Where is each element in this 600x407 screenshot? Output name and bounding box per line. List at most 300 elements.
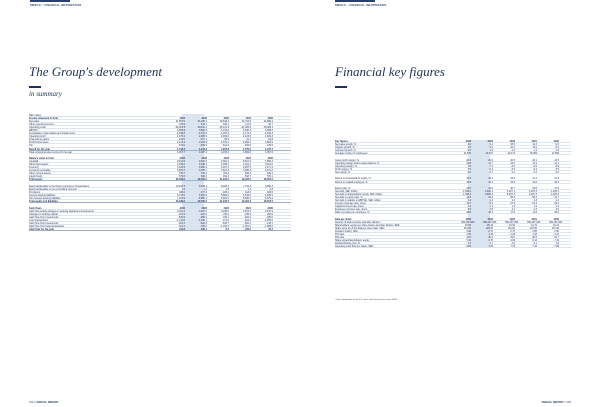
cell-value: 6.4 — [489, 167, 493, 171]
cell-value: -155.6 — [244, 228, 251, 232]
cell-value: -41.4 — [245, 138, 251, 142]
page-title-left: The Group's development — [29, 64, 162, 79]
cell-value: 184.1 — [201, 228, 207, 232]
cell-value: 8,521.9 — [243, 160, 251, 164]
cell-value: 42.3 — [466, 196, 471, 200]
cell-value: -1,012.3 — [220, 225, 229, 229]
cell-value: 4.76 — [488, 239, 493, 243]
row-label: Accounts receivable — [29, 169, 51, 173]
cell-value: 4,654.4 — [485, 190, 493, 194]
row-label: Profit before taxes — [29, 141, 49, 145]
row-label: Other operating income — [29, 123, 54, 127]
cell-value: 151.20 — [463, 227, 471, 231]
cell-value: 7.8 — [467, 164, 471, 168]
row-label: EBITDA — [29, 129, 38, 133]
cell-value: 14.1 — [554, 161, 559, 165]
row-label: Net debt to shareholders' equity, SEK million — [335, 193, 383, 197]
cell-value: -28,011.3 — [197, 126, 207, 130]
cell-value: 1.4 — [555, 199, 559, 203]
cell-value: 4,816.0 — [243, 194, 251, 198]
cell-value: 10.7 — [466, 202, 471, 206]
title-underline-right — [335, 86, 347, 88]
cell-value: -1,372.8 — [198, 132, 207, 136]
cell-value: 15.4 — [554, 180, 559, 184]
row-label: Net debt, SEK million — [335, 190, 358, 194]
cell-value: -1,173.4 — [242, 132, 251, 136]
cell-value: -706.2 — [222, 212, 229, 216]
cell-value: 462.3 — [223, 175, 229, 179]
cell-value: 518.7 — [245, 175, 251, 179]
title-underline-left — [29, 86, 41, 88]
cell-value: -1,498.8 — [176, 132, 185, 136]
cell-value: -0.9 — [554, 146, 559, 150]
cell-value: -234.0 — [178, 138, 185, 142]
cell-value: -1,001.6 — [242, 225, 251, 229]
cell-value: 16.9 — [466, 177, 471, 181]
table-row — [335, 245, 571, 248]
cell-value: 425.2 — [223, 191, 229, 195]
cell-value: 1.3 — [533, 149, 537, 153]
cell-value: 4.1 — [511, 208, 515, 212]
cell-value: -280.0 — [200, 215, 207, 219]
cell-value: 18,054.5 — [263, 178, 273, 182]
row-label: P/S ratio — [335, 233, 345, 237]
page-number: 105 — [566, 401, 571, 404]
cell-value: 23,339.0 — [175, 178, 185, 182]
row-label: Amortisation, depreciation and impairments — [29, 132, 75, 136]
cell-value: 1,474.9 — [199, 147, 207, 151]
cell-value: -1,109.3 — [264, 132, 273, 136]
cell-value: 4.5 — [555, 208, 559, 212]
cell-value: -64.8 — [267, 138, 273, 142]
row-label: Net margin, % — [335, 170, 351, 174]
cell-value: 3.8 — [489, 208, 493, 212]
cell-value: 2,667.5 — [243, 166, 251, 170]
cell-value: -904.1 — [178, 225, 185, 229]
cell-value: 22,150.0 — [197, 200, 207, 204]
cell-value: 3,345.0 — [221, 209, 229, 213]
cell-value: 21,689.4 — [263, 120, 273, 124]
cell-value: 30.5 — [532, 236, 537, 240]
year-header: 2021 — [245, 157, 251, 161]
cell-value: 1.4 — [489, 205, 493, 209]
row-label: Number of shares before and after dilution¹ — [335, 221, 381, 225]
year-header: 2024 — [179, 117, 185, 121]
cell-value: 96.7 — [268, 123, 273, 127]
cell-value: 5,302.6 — [199, 194, 207, 198]
cell-value: 125.9 — [179, 123, 185, 127]
cell-value: 19.9 — [510, 236, 515, 240]
row-label: Employee turnover rate, times — [335, 208, 367, 212]
cell-value: -706.1 — [222, 215, 229, 219]
cell-value: 1.3 — [489, 199, 493, 203]
cell-value: 2.50 — [554, 230, 559, 234]
row-label: Operating costs — [29, 126, 46, 130]
row-label: Non-interest-bearing liabilities — [29, 197, 61, 201]
cell-value: 359,487,966 — [527, 221, 541, 225]
cell-value: 117.8 — [245, 123, 251, 127]
cell-value: -148.1 — [266, 222, 273, 225]
cell-value: 20,173 — [507, 152, 515, 156]
cell-value: 4,041.3 — [243, 163, 251, 167]
row-label: Ratio net sales per employee, % — [335, 211, 370, 215]
cell-value: 17.5 — [510, 211, 515, 215]
cell-value: 2,241.4 — [177, 141, 185, 145]
cell-value: 12.5 — [466, 161, 471, 165]
cell-value: 4.09 — [510, 239, 515, 243]
cell-value: 4,297.3 — [529, 190, 537, 194]
cell-value: 23,339.0 — [175, 200, 185, 204]
cell-value: 1,837.8 — [221, 147, 229, 151]
footer-right — [541, 401, 571, 404]
footer-separator: // — [564, 401, 566, 404]
cell-value: -25,101.9 — [219, 126, 230, 130]
page-header-right — [335, 4, 386, 7]
page-title-right: Financial key figures — [335, 64, 445, 79]
cell-value: 648.2 — [201, 175, 207, 179]
cell-value: 31,867.5 — [175, 120, 185, 124]
cell-value: 31,245.2 — [197, 120, 207, 124]
cell-value: 7.0 — [467, 167, 471, 171]
cell-value: -5.0 — [224, 228, 229, 232]
cell-value: 4,459.2 — [177, 163, 185, 167]
row-label: Operating profit — [29, 135, 46, 139]
cell-value: 125.80 — [485, 227, 493, 231]
row-label: Cash flow before changes in working capital and investments — [29, 209, 94, 213]
year-header: 2021 — [531, 217, 537, 221]
row-label: Data per share — [335, 217, 352, 221]
cell-value: 1,067.6 — [265, 150, 273, 154]
cell-value: 4,495.2 — [221, 163, 229, 167]
cell-value: 5,207.1 — [507, 193, 515, 197]
cell-value: 1.5 — [225, 188, 229, 192]
cell-value: 9,391.1 — [221, 160, 229, 164]
cell-value: 1,864.5 — [265, 141, 273, 145]
cell-value: 6,950.1 — [199, 197, 207, 201]
cell-value: 1,427.7 — [265, 147, 273, 151]
cell-value: 1,718.4 — [177, 147, 185, 151]
cell-value: 2.6 — [511, 242, 515, 246]
cell-value: -201.3 — [178, 212, 185, 216]
cell-value: 9.1 — [489, 143, 493, 147]
cell-value: 17,809 — [551, 152, 559, 156]
cell-value: 722.5 — [201, 172, 207, 176]
cell-value: 13.0 — [510, 161, 515, 165]
cell-value: 9,418.1 — [199, 184, 207, 188]
cell-value: 7.19 — [554, 239, 559, 243]
cell-value: 1,575.6 — [243, 147, 251, 151]
cell-value: -523.0 — [178, 144, 185, 148]
cell-value: 106.1 — [223, 123, 229, 127]
cell-value: 413.6 — [245, 191, 251, 195]
cell-value: 15.8 — [466, 180, 471, 184]
year-header: 2024 — [179, 206, 185, 210]
year-header: 2024 — [465, 140, 471, 143]
header-separator: // — [41, 4, 44, 7]
year-header: 2020 — [553, 140, 559, 143]
cell-value: 19,494.2 — [241, 200, 251, 204]
cell-value: 3,734.0 — [221, 129, 229, 133]
cell-value: 26.43 — [487, 224, 493, 228]
cell-value: 7.89 — [554, 245, 559, 249]
row-label: Share price/shareholders' equity — [335, 239, 370, 243]
header-section: FINANCIAL INFORMATION — [349, 4, 387, 7]
row-label: Tax — [29, 144, 33, 148]
cell-value: 4,398.4 — [463, 193, 471, 197]
cell-value: -28,003.5 — [175, 126, 186, 130]
cell-value: 2.70 — [488, 230, 493, 234]
row-label: Organic growth, % — [335, 146, 355, 150]
cell-value: 26.4 — [268, 228, 273, 232]
cell-value: 14.3 — [532, 143, 537, 147]
cell-value: 3,666.6 — [199, 129, 207, 133]
cell-value: 24,794.8 — [241, 120, 251, 124]
row-label: Total equity and liabilities — [29, 200, 59, 204]
table-total-row — [29, 228, 291, 231]
cell-value: 20.1 — [532, 158, 537, 162]
cell-value: 29.63 — [465, 224, 471, 228]
page-subtitle: in summary — [29, 90, 62, 98]
cell-value: -1,086.6 — [264, 225, 273, 229]
cell-value: 7.33 — [532, 245, 537, 249]
cell-value: 6,508.1 — [243, 197, 251, 201]
cell-value: -1,261.5 — [220, 132, 229, 136]
group-development-table — [29, 114, 291, 231]
cell-value: 7.83 — [488, 245, 493, 249]
cell-value: -541.3 — [222, 144, 229, 148]
cell-value: 781.4 — [223, 172, 229, 176]
cell-value: 21.2 — [532, 177, 537, 181]
cell-value: -539.9 — [200, 144, 207, 148]
cell-value: 22.0 — [510, 177, 515, 181]
cell-value: 49.4 — [488, 196, 493, 200]
cell-value: 6.14 — [532, 239, 537, 243]
cell-value: 3,351.3 — [177, 209, 185, 213]
row-label: Equity attributable to the Parent company's shareholders — [29, 184, 89, 188]
cell-value: 2.31 — [554, 233, 559, 237]
cell-value: 4,297.3 — [529, 193, 537, 197]
row-label: Operating margin, % — [335, 164, 357, 168]
cell-value: 359,487,966 — [505, 221, 519, 225]
cell-value: 8.4 — [533, 167, 537, 171]
row-label: Acquired growth, % — [335, 149, 356, 153]
row-label: Total comprehensive income for the year — [29, 150, 73, 154]
cell-value: 393.5 — [267, 191, 273, 195]
header-separator: // — [346, 4, 349, 7]
cell-value: 1.2 — [181, 188, 185, 192]
row-label: Loan transactions — [29, 218, 48, 222]
cell-value: 24.93 — [509, 224, 515, 228]
cell-value: 3.6 — [467, 208, 471, 212]
year-header: 2024 — [179, 157, 185, 161]
cell-value: 2,082.4 — [243, 141, 251, 145]
cell-value: 1.4 — [203, 188, 207, 192]
page-number: 104 — [29, 401, 34, 404]
cell-value: 51.3 — [532, 202, 537, 206]
cell-value: 20.5 — [510, 158, 515, 162]
footnote: ¹ Data attributable to the 5:1 share split carried out in June 2025. — [335, 299, 398, 301]
cell-value: 17.8 — [532, 211, 537, 215]
cell-value: 5.11 — [466, 239, 471, 243]
cell-value: -1,255.0 — [264, 218, 273, 222]
cell-value: 468.0 — [179, 191, 185, 195]
cell-value: 3,785.7 — [199, 169, 207, 173]
cell-value: -0.6 — [554, 143, 559, 147]
cell-value: 42.5 — [488, 187, 493, 191]
cell-value: 1.8 — [555, 242, 559, 246]
cell-value: 21,647 — [485, 152, 493, 156]
cell-value: 6,922.0 — [221, 197, 229, 201]
top-rule-left — [30, 0, 70, 2]
cell-value: 10,406.9 — [175, 184, 185, 188]
cell-value: -624.4 — [244, 218, 251, 222]
cell-value: 1.8 — [555, 149, 559, 153]
cell-value: 20.0 — [488, 158, 493, 162]
cell-value: 2.85 — [532, 230, 537, 234]
cell-value: 27.9 — [510, 202, 515, 206]
year-header: 2020 — [267, 157, 273, 161]
cell-value: 2,285.9 — [199, 135, 207, 139]
row-label: Return on capital employed, % — [335, 180, 368, 184]
cell-value: 7.33 — [510, 245, 515, 249]
row-label: Cash flows — [29, 206, 42, 210]
cell-value: 3.9 — [467, 146, 471, 150]
cell-value: 8.4 — [489, 202, 493, 206]
header-section: FINANCIAL INFORMATION — [44, 4, 82, 7]
cell-value: 5,669.4 — [221, 194, 229, 198]
row-label: P/E ratio — [335, 236, 345, 240]
cell-value: 296.6 — [267, 212, 273, 216]
row-label: Financial net gains — [29, 138, 49, 142]
cell-value: 21,944.5 — [219, 178, 229, 182]
cell-value: 21,944.5 — [219, 200, 229, 204]
cell-value: 3,056.6 — [265, 129, 273, 133]
cell-value: 477.8 — [201, 191, 207, 195]
cell-value: 3,330.1 — [243, 129, 251, 133]
cell-value: 10.3 — [510, 146, 515, 150]
cell-value: 18,069 — [529, 152, 537, 156]
cell-value: 18.4 — [554, 211, 559, 215]
cell-value: -436.8 — [266, 144, 273, 148]
cell-value: 6.6 — [555, 170, 559, 174]
cell-value: 4,654.4 — [485, 193, 493, 197]
cell-value: 3.10 — [466, 230, 471, 234]
cell-value: 4,238.1 — [199, 163, 207, 167]
cell-value: 30.6 — [488, 236, 493, 240]
cell-value: 4,225.4 — [551, 193, 559, 197]
cell-value: 3,864.7 — [177, 169, 185, 173]
cell-value: -815.7 — [222, 222, 229, 225]
cell-value: 2,123.8 — [243, 135, 251, 139]
cell-value: 6.4 — [511, 170, 515, 174]
cell-value: 359,487,966 — [549, 221, 563, 225]
cell-value: 8,926.4 — [221, 184, 229, 188]
cell-value: 1,884.8 — [243, 150, 251, 154]
cell-value: 28,634.4 — [219, 120, 229, 124]
cell-value: 16.8 — [510, 180, 515, 184]
cell-value: -664.4 — [244, 215, 251, 219]
cell-value: 231.6 — [179, 228, 185, 232]
cell-value: 3,290.9 — [199, 166, 207, 170]
cell-value: 1.3 — [533, 205, 537, 209]
cell-value: 21.74 — [531, 224, 537, 228]
cell-value: 8.3 — [511, 167, 515, 171]
cell-value: 39.8 — [532, 187, 537, 191]
year-header: 2022 — [223, 206, 229, 210]
cell-value: 359,487,966 — [461, 221, 475, 225]
cell-value: 1,929.3 — [265, 135, 273, 139]
cell-value: 1.45 — [488, 233, 493, 237]
cell-value: -861.1 — [178, 222, 185, 225]
cell-value: 44.6 — [466, 187, 471, 191]
cell-value: 2,475.4 — [177, 135, 185, 139]
cell-value: 9,464.6 — [199, 160, 207, 164]
cell-value: 8.6 — [533, 164, 537, 168]
year-header: 2021 — [531, 140, 537, 143]
cell-value: 7.3 — [489, 164, 493, 168]
cell-value: 6.4 — [533, 170, 537, 174]
cell-value: 55.4 — [532, 196, 537, 200]
year-header: 2022 — [509, 217, 515, 221]
cell-value: 1.6 — [511, 149, 515, 153]
year-header: 2023 — [201, 206, 207, 210]
cell-value: 7,856.3 — [265, 160, 273, 164]
row-label: Cash flow for the year — [29, 228, 54, 232]
cell-value: -21,682.5 — [241, 126, 252, 130]
cell-value: 1.1 — [247, 188, 251, 192]
cell-value: 3,037.6 — [199, 209, 207, 213]
cell-value: -506.8 — [244, 144, 251, 148]
cell-value: 9,813.9 — [177, 160, 185, 164]
cell-value: 101.90 — [507, 227, 515, 231]
year-header: 2024 — [465, 217, 471, 221]
cell-value: 3,989.9 — [177, 129, 185, 133]
cell-value: -18,683.2 — [263, 126, 274, 130]
row-label: Total assets — [29, 178, 43, 182]
year-header: 2023 — [487, 217, 493, 221]
cell-value: -592.4 — [244, 222, 251, 225]
cell-value: 8.6 — [511, 164, 515, 168]
cell-value: 3,050.4 — [243, 169, 251, 173]
cell-value: 7,754.4 — [243, 184, 251, 188]
year-header: 2020 — [267, 117, 273, 121]
cell-value: 8.82 — [466, 245, 471, 249]
cell-value: 1.4 — [511, 199, 515, 203]
row-label: Inventory — [29, 166, 39, 170]
cell-value: 31.5 — [466, 236, 471, 240]
cell-value: 2.1 — [489, 242, 493, 246]
cell-value: 34.7 — [554, 236, 559, 240]
row-label: Cash flow from financial activities — [29, 225, 65, 229]
cell-value: 13.4 — [532, 161, 537, 165]
cell-value: 780.7 — [179, 172, 185, 176]
year-header: 2020 — [553, 217, 559, 221]
cell-value: 1.2 — [555, 205, 559, 209]
cell-value: 2,469.6 — [221, 135, 229, 139]
year-header: 2023 — [201, 157, 207, 161]
row-label: Other current assets — [29, 172, 51, 176]
row-label: Average number of employees — [335, 152, 368, 156]
cell-value: 18.8 — [466, 211, 471, 215]
cell-value: 3,627.4 — [221, 169, 229, 173]
cell-value: 16.1 — [488, 177, 493, 181]
footer-label: ANNUAL REPORT — [541, 401, 564, 404]
cell-value: 2.70 — [510, 230, 515, 234]
cell-value: 1.28 — [510, 233, 515, 237]
cell-value: 11.7 — [488, 161, 493, 165]
cell-value: 5.6 — [489, 146, 493, 150]
row-label: Shareholders' equity per share before and after dilution, SEK¹ — [335, 224, 401, 228]
